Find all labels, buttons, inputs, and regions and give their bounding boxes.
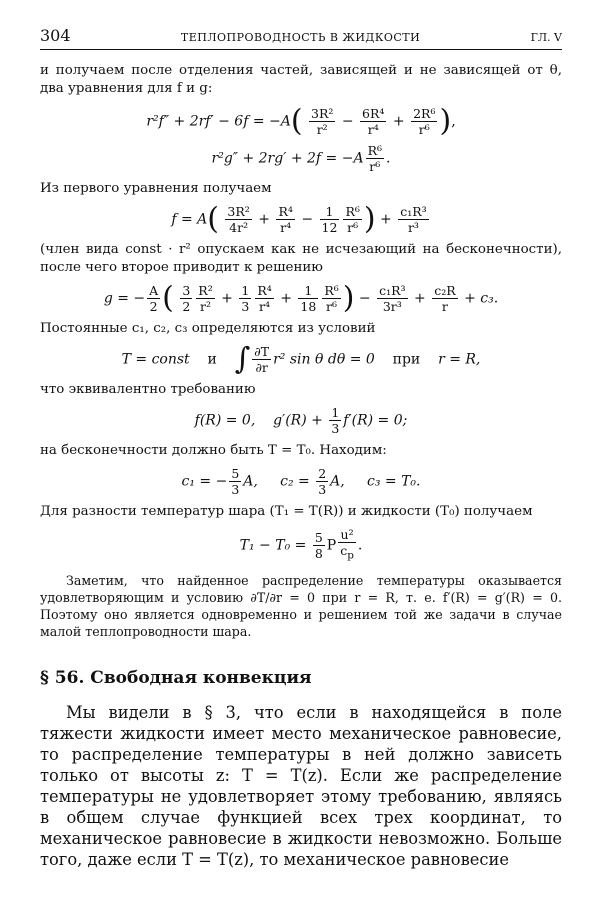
remark-paragraph: Заметим, что найденное распределение температуры оказывается удовлетворяющим и условию ∂T/∂r = 0 при r = R, т. е. f′(R) = g′(R) = 0. Поэтому оно является одновременно и решением той же задачи в случае малой теплопроводности шара. bbox=[40, 572, 562, 639]
equation: g = − $\frac{A}{2}$ ( $\frac{3}{2}$ $\frac{\text{R²}}{\text{r²}}$ + $\frac{1}{3}$ $\frac{\text{R⁴}}{\text{r⁴}}$ + $\frac{1}{18}$ $\frac{\text{R⁶}}{\text{r⁶}}$ ) − $\frac{\text{c₁R³}}{\text{3r³}}$ + $\frac{\text{c₂R}}{r}$ + c₃. bbox=[103, 280, 499, 316]
equation: r²g″ + 2rg′ + 2f = −A $\frac{\text{R⁶}}{\text{r⁶}}$ . bbox=[211, 143, 391, 174]
running-header bbox=[40, 26, 562, 50]
paragraph: Постоянные c₁, c₂, c₃ определяются из условий bbox=[40, 321, 376, 336]
paragraph: (член вида const · r² опускаем как не исчезающий на бесконечности), после чего второе приводит к решению bbox=[40, 242, 562, 275]
paragraph: Из первого уравнения получаем bbox=[40, 181, 272, 196]
section-heading: § 56. Свободная конвекция bbox=[40, 667, 312, 688]
equation: f = A( $\frac{\text{3R²}}{\text{4r²}}$ + $\frac{\text{R⁴}}{\text{r⁴}}$ − $\frac{1}{12}$ $\frac{\text{R⁶}}{\text{r⁶}}$ ) + $\frac{\text{c₁R³}}{\text{r³}}$ bbox=[171, 201, 427, 237]
paragraph: что эквивалентно требованию bbox=[40, 382, 256, 397]
paragraph: Для разности температур шара (T₁ = T(R)) и жидкости (T₀) получаем bbox=[40, 504, 533, 519]
paragraph: Мы видели в § 3, что если в находящейся в поле тяжести жидкости имеет место механическое равновесие, то распределение температуры в ней должно зависеть только от высоты z: T = T(z). Если же распределение температуры не удовлетворяет этому требованию, являясь в общем случае функцией всех трех координат, то механическое равновесие в жидкости невозможно. Больше того, даже если T = T(z), то механическое равновесие bbox=[40, 702, 562, 869]
running-title: ТЕПЛОПРОВОДНОСТЬ В ЖИДКОСТИ bbox=[180, 31, 421, 44]
chapter-label: ГЛ. V bbox=[530, 31, 562, 44]
paragraph: на бесконечности должно быть T = T₀. Находим: bbox=[40, 443, 387, 458]
equation: f(R) = 0, g′(R) + $\frac{1}{3}$ f′(R) = 0; bbox=[194, 405, 408, 436]
equation: T = const и ∫ $\frac{\partial T}{\partial r}$ r² sin θ dθ = 0 при r = R, bbox=[121, 341, 481, 377]
equation: T₁ − T₀ = $\frac{5}{8}$ P $\frac{\text{u²}}{c_p}$ . bbox=[239, 527, 363, 562]
page-number: 304 bbox=[40, 26, 71, 45]
paragraph: и получаем после отделения частей, зависящей и не зависящей от θ, два уравнения для f и g: bbox=[40, 63, 562, 96]
equation: c₁ = − $\frac{5}{3}$ A, c₂ = $\frac{2}{3}$ A, c₃ = T₀. bbox=[181, 466, 421, 497]
book-page bbox=[40, 26, 562, 870]
equation: r²f″ + 2rf′ − 6f = −A( $\frac{\text{3R²}}{\text{r²}}$ − $\frac{\text{6R⁴}}{\text{r⁴}}$ + $\frac{\text{2R⁶}}{\text{r⁶}}$ ), bbox=[146, 103, 456, 139]
